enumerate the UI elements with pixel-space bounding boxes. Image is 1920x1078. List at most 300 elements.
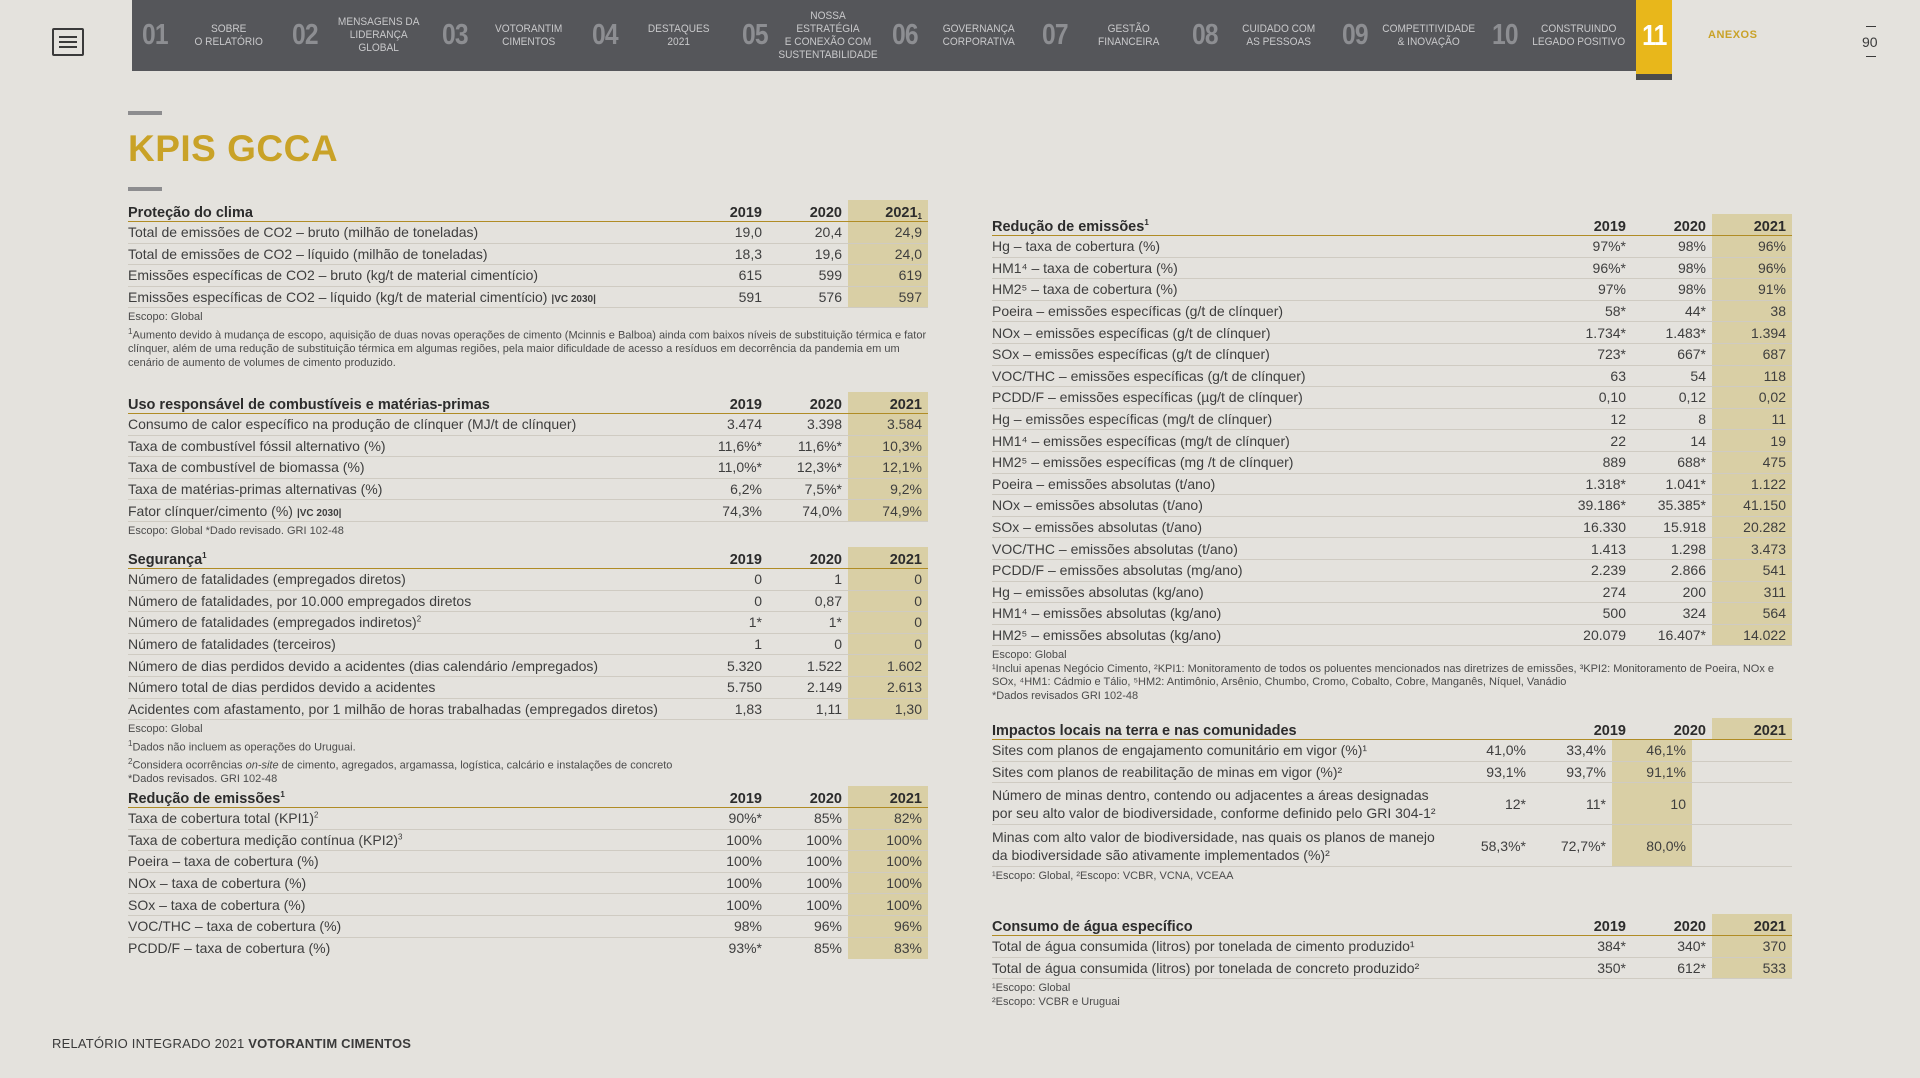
row-label-text: Número de fatalidades (terceiros) (128, 636, 336, 653)
row-label (128, 701, 688, 717)
cell-2020: 54 (1690, 367, 1706, 384)
table-heading (992, 919, 1552, 935)
column-header-2021 (1712, 914, 1792, 935)
cell-2021: 9,2% (848, 479, 928, 500)
cell-2020: 100% (806, 831, 842, 848)
nav-item-label-line: CUIDADO COM (1241, 22, 1315, 35)
footnote (992, 690, 1792, 704)
cell-2019: 93,1% (1486, 763, 1526, 780)
footnote (992, 663, 1792, 690)
row-label (128, 246, 688, 262)
nav-item-number: 05 (742, 19, 768, 51)
table-row (128, 457, 928, 479)
table-reducao-emissoes-2 (992, 214, 1792, 703)
table-row (128, 655, 928, 677)
cell-2019: 97%* (1592, 238, 1626, 255)
cell-2020: 3.398 (806, 416, 842, 433)
table-row (128, 938, 928, 960)
cell-2020: 100% (806, 853, 842, 870)
cell-2019: 74,3% (722, 502, 762, 519)
row-label-text: Poeira – emissões específicas (g/t de clínquer) (992, 303, 1284, 320)
row-label (128, 289, 688, 305)
cell-2021: 96% (1712, 258, 1792, 279)
column-header-2020 (1632, 914, 1712, 935)
cell-2019: 18,3 (734, 245, 762, 262)
row-label-text: Número de minas dentro, contendo ou adjacentes a áreas designadas por seu alto valor de biodiversidade, conforme definido pelo GRI 304-1² (992, 786, 1436, 821)
nav-item-number: 01 (142, 19, 168, 51)
row-label-text: HM1⁴ – emissões específicas (mg/t de clínquer) (992, 432, 1290, 449)
row-label (992, 764, 1452, 780)
table-heading-text: Segurança (128, 552, 203, 568)
cell-2021: 475 (1712, 452, 1792, 473)
row-label-text: Poeira – emissões absolutas (t/ano) (992, 475, 1216, 492)
row-label-text: HM2⁵ – emissões específicas (mg /t de clínquer) (992, 454, 1294, 471)
table-row (992, 538, 1792, 560)
footnote-text: ¹Escopo: Global, ²Escopo: VCBR, VCNA, VCEAA (992, 870, 1234, 883)
table-row (128, 436, 928, 458)
table-clima (128, 200, 928, 370)
table-row (128, 677, 928, 699)
cell-2019: 3.474 (726, 416, 762, 433)
table-row (992, 322, 1792, 344)
column-header-2021 (848, 547, 928, 568)
nav-item-label-line: GESTÃO (1107, 22, 1150, 35)
cell-2019: 90%* (728, 810, 762, 827)
cell-2019: 1.413 (1590, 540, 1626, 557)
footnote-text: ¹Escopo: Global (992, 982, 1071, 995)
row-label-text: Taxa de cobertura total (KPI1) (128, 810, 314, 827)
nav-item-02[interactable] (282, 0, 432, 71)
nav-item-label-line: AS PESSOAS (1245, 35, 1311, 48)
cell-2021: 370 (1712, 936, 1792, 957)
nav-item-active[interactable] (1636, 0, 1672, 78)
table-row (992, 301, 1792, 323)
table-notes (128, 723, 928, 786)
footnote (992, 996, 1792, 1010)
cell-2021: 1.122 (1712, 474, 1792, 495)
cell-2020: 85% (813, 810, 842, 827)
table-row (992, 958, 1792, 980)
row-label-text: Hg – emissões absolutas (kg/ano) (992, 583, 1204, 600)
footnote (992, 982, 1792, 996)
cell-2021: 1.394 (1712, 322, 1792, 343)
cell-2019: 97% (1597, 281, 1626, 298)
nav-item-08[interactable] (1182, 0, 1332, 71)
cell-2021: 74,9% (848, 500, 928, 521)
cell-2020: 688* (1677, 454, 1706, 471)
cell-2021: 80,0% (1612, 825, 1692, 866)
column-header-text: 2021 (1753, 723, 1786, 739)
cell-2020: 15.918 (1663, 519, 1706, 536)
cell-2021: 100% (848, 830, 928, 851)
table-row (128, 830, 928, 852)
cell-2020: 11,6%* (797, 437, 842, 454)
row-label (992, 584, 1552, 600)
row-label (128, 658, 688, 674)
table-row (128, 916, 928, 938)
table-heading-text: Consumo de água específico (992, 919, 1193, 935)
row-label-text: Taxa de cobertura medição contínua (KPI2) (128, 831, 399, 848)
cell-2021: 0 (848, 569, 928, 590)
table-row (992, 366, 1792, 388)
cell-2019: 2.239 (1590, 562, 1626, 579)
cell-2019: 58* (1604, 303, 1626, 320)
column-header-2019 (1552, 718, 1632, 739)
cell-2019: 1.318* (1585, 475, 1626, 492)
cell-2020: 7,5%* (804, 481, 842, 498)
cell-2021: 91% (1712, 279, 1792, 300)
row-label (128, 810, 688, 826)
row-label-text: Taxa de combustível de biomassa (%) (128, 459, 365, 476)
column-header-2020 (768, 786, 848, 807)
cell-2020: 14 (1690, 432, 1706, 449)
nav-item-label-line: LIDERANÇA GLOBAL (349, 29, 408, 54)
table-row (992, 236, 1792, 258)
nav-item-04[interactable] (582, 0, 732, 71)
column-header-text: 2020 (809, 552, 842, 568)
row-label-text: Sites com planos de reabilitação de minas em vigor (%)² (992, 763, 1343, 780)
cell-2021: 46,1% (1612, 740, 1692, 761)
cell-2021: 96% (848, 916, 928, 937)
cell-2020: 0,87 (814, 592, 842, 609)
row-label (992, 742, 1452, 758)
row-label (992, 368, 1552, 384)
column-header-2019 (688, 786, 768, 807)
cell-2020: 100% (806, 896, 842, 913)
column-header-text: 2021 (885, 205, 918, 221)
row-label (992, 303, 1552, 319)
nav-item-label (629, 23, 728, 49)
table-row (128, 479, 928, 501)
table-row (128, 591, 928, 613)
cell-2020: 340* (1677, 938, 1706, 955)
table-row (128, 634, 928, 656)
page-number: 90 (1862, 34, 1878, 50)
row-label (992, 562, 1552, 578)
table-row (992, 762, 1792, 784)
nav-item-number: 02 (292, 19, 318, 51)
cell-2020: 12,3%* (796, 459, 842, 476)
row-label-text: NOx – emissões absolutas (t/ano) (992, 497, 1203, 514)
nav-item-10[interactable] (1482, 0, 1632, 71)
table-notes (992, 870, 1792, 884)
footnote-text: on-site (245, 759, 279, 772)
table-impactos-locais (992, 718, 1792, 884)
cell-2019: 12 (1610, 411, 1626, 428)
nav-item-label-line: CORPORATIVA (942, 35, 1015, 48)
nav-item-label-line: DESTAQUES (647, 22, 710, 35)
row-label-text: HM2⁵ – emissões absolutas (kg/ano) (992, 626, 1222, 643)
cell-2020: 72,7%* (1560, 837, 1606, 854)
cell-2020: 33,4% (1566, 742, 1606, 759)
page-title: KPIS GCCA (128, 128, 339, 169)
cell-2019: 19,0 (734, 224, 762, 241)
table-heading: Redução de emissões$^1$ (992, 218, 1149, 235)
column-header-text: 2020 (1673, 219, 1706, 235)
table-row (992, 474, 1792, 496)
nav-item-label-line: & INOVAÇÃO (1397, 35, 1460, 48)
row-label (992, 389, 1552, 405)
footnote (128, 525, 928, 539)
row-label-text: PCDD/F – emissões específicas (µg/t de clínquer) (992, 389, 1303, 406)
table-row (992, 625, 1792, 647)
cell-2019: 12* (1504, 795, 1526, 812)
cell-2019: 96%* (1592, 259, 1626, 276)
top-navigation (132, 0, 1672, 71)
cell-2019: 1.734* (1585, 324, 1626, 341)
column-header-text: 2019 (729, 205, 762, 221)
cell-2020: 0 (834, 636, 842, 653)
table-row (992, 258, 1792, 280)
row-label (128, 416, 688, 432)
table-notes (992, 982, 1792, 1009)
table-row (128, 894, 928, 916)
table-row (992, 582, 1792, 604)
column-header-2021 (848, 786, 928, 807)
column-header-2020 (768, 392, 848, 413)
nav-item-number: 09 (1342, 19, 1368, 51)
table-row (992, 409, 1792, 431)
cell-2019: 5.320 (726, 657, 762, 674)
nav-item-09[interactable] (1332, 0, 1482, 71)
nav-item-label-line: SOBRE (210, 22, 247, 35)
cell-2019: 22 (1610, 432, 1626, 449)
table-row (128, 873, 928, 895)
nav-item-label-line: CIMENTOS (501, 35, 555, 48)
cell-2021: 0 (848, 612, 928, 633)
cell-2021: 100% (848, 894, 928, 915)
table-row (992, 279, 1792, 301)
footnote-text: *Dados revisados GRI 102-48 (992, 689, 1139, 702)
row-label-text: VOC/THC – emissões específicas (g/t de clínquer) (992, 367, 1306, 384)
row-label-text: Taxa de matérias-primas alternativas (%) (128, 481, 383, 498)
row-label (992, 325, 1552, 341)
row-label-text: Número total de dias perdidos devido a acidentes (128, 679, 436, 696)
cell-2021: 533 (1712, 958, 1792, 979)
column-header-2020 (1632, 718, 1712, 739)
row-label (992, 238, 1552, 254)
row-label (128, 897, 688, 913)
table-heading-text: Redução de emissões (128, 791, 281, 807)
column-header-text: 2021 (889, 397, 922, 413)
table-row (992, 430, 1792, 452)
table-combustiveis (128, 392, 928, 538)
cell-2020: 2.866 (1670, 562, 1706, 579)
nav-item-label-line: FINANCEIRA (1097, 35, 1159, 48)
cell-2019: 889 (1602, 454, 1626, 471)
row-label (992, 454, 1552, 470)
nav-item-number: 07 (1042, 19, 1068, 51)
nav-item-03[interactable] (432, 0, 582, 71)
nav-item-06[interactable] (882, 0, 1032, 71)
column-header-2021 (1712, 718, 1792, 739)
footnote-text: Escopo: Global *Dado revisado. GRI 102-48 (128, 524, 344, 537)
footnote-text: de cimento, agregados, argamassa, logística, calcário e instalações de concreto (278, 759, 673, 772)
cell-2019: 39.186* (1577, 497, 1626, 514)
row-label-text: Hg – emissões específicas (mg/t de clínquer) (992, 411, 1273, 428)
column-header-text: 2021 (889, 791, 922, 807)
footnote-text: Escopo: Global (128, 723, 203, 736)
cell-2021: 1.602 (848, 655, 928, 676)
row-label (992, 828, 1452, 864)
cell-2019: 350* (1597, 959, 1626, 976)
divider (1866, 56, 1876, 57)
cell-2021: 0 (848, 591, 928, 612)
cell-2020: 20,4 (814, 224, 842, 241)
cell-2021: 14.022 (1712, 625, 1792, 646)
column-header-text: 2020 (809, 205, 842, 221)
table-row (128, 414, 928, 436)
row-label-text: VOC/THC – taxa de cobertura (%) (128, 918, 342, 935)
nav-item-05[interactable] (732, 0, 882, 71)
row-label-text: SOx – emissões absolutas (t/ano) (992, 519, 1203, 536)
cell-2019: 100% (726, 853, 762, 870)
row-label-text: PCDD/F – emissões absolutas (mg/ano) (992, 562, 1243, 579)
nav-item-label-line: COMPETITIVIDADE (1381, 22, 1475, 35)
row-label (992, 605, 1552, 621)
cell-2020: 1.483* (1665, 324, 1706, 341)
cell-2019: 20.079 (1583, 626, 1626, 643)
footnote: $^2$Considera ocorrências on-site de cimento, agregados, argamassa, logística, calcário e instalações de concreto (128, 756, 673, 772)
row-label-text: Total de emissões de CO2 – líquido (milhão de toneladas) (128, 245, 488, 262)
cell-2019: 100% (726, 875, 762, 892)
row-label (992, 786, 1452, 822)
row-label (128, 459, 688, 475)
table-header (128, 392, 928, 414)
cell-2019: 0 (754, 592, 762, 609)
row-label (128, 853, 688, 869)
cell-2021: 10 (1612, 783, 1692, 824)
cell-2021: 3.584 (848, 414, 928, 435)
nav-item-anexos[interactable]: ANEXOS (1708, 29, 1758, 41)
cell-2020: 44* (1684, 303, 1706, 320)
nav-item-label-line: O RELATÓRIO (194, 35, 263, 48)
footer (52, 1036, 411, 1051)
cell-2021: 100% (848, 873, 928, 894)
footnote-text: ¹Inclui apenas Negócio Cimento, ²KPI1: Monitoramento de todos os poluentes mencionados nas diretrizes de emissões, ³KPI2: Monitoramento de Poeira, NOx e SOx, ⁴HM1: Cádmio e Tálio, ⁵HM2: Antimônio, Arsênio, Chumbo, Cromo, Cobalto, Cobre, Manganês, Níquel, Vanádio (992, 662, 1775, 689)
cell-2020: 8 (1698, 411, 1706, 428)
cell-2021: 19 (1712, 430, 1792, 451)
column-header-2020 (768, 547, 848, 568)
nav-item-07[interactable] (1032, 0, 1182, 71)
cell-2020: 98% (1677, 238, 1706, 255)
row-label-text: Taxa de combustível fóssil alternativo (%) (128, 437, 386, 454)
cell-2019: 63 (1610, 367, 1626, 384)
table-header (128, 547, 928, 569)
column-header-2019 (1552, 214, 1632, 235)
table-heading (992, 723, 1552, 739)
row-label-text: Fator clínquer/cimento (%) (128, 502, 293, 519)
column-header-text: 2020 (1673, 723, 1706, 739)
divider (1866, 26, 1876, 27)
table-header (992, 718, 1792, 740)
table-row (128, 500, 928, 522)
table-heading: Segurança$^1$ (128, 551, 207, 568)
table-row (992, 740, 1792, 762)
cell-2019: 384* (1597, 938, 1626, 955)
row-label (128, 593, 688, 609)
table-row (128, 612, 928, 634)
cell-2019: 58,3%* (1480, 837, 1526, 854)
row-label-text: HM2⁵ – taxa de cobertura (%) (992, 281, 1178, 298)
table-row (992, 387, 1792, 409)
cell-2019: 0 (754, 571, 762, 588)
nav-item-01[interactable] (132, 0, 282, 71)
nav-item-label-line: NOSSA ESTRATÉGIA (796, 9, 860, 35)
table-consumo-agua (992, 914, 1792, 1009)
cell-2019: 41,0% (1486, 742, 1526, 759)
cell-2021: 3.473 (1712, 538, 1792, 559)
footnote-text: Escopo: Global (128, 311, 203, 324)
row-label (992, 346, 1552, 362)
cell-2021: 11 (1712, 409, 1792, 430)
cell-2020: 1.522 (806, 657, 842, 674)
table-heading-text: Impactos locais na terra e nas comunidades (992, 723, 1297, 739)
table-header (128, 786, 928, 808)
table-header (992, 214, 1792, 236)
table-heading (128, 205, 688, 221)
nav-item-label (929, 23, 1028, 49)
column-header-text: 2020 (1673, 919, 1706, 935)
nav-item-label (778, 10, 877, 62)
row-label (128, 875, 688, 891)
row-label (992, 497, 1552, 513)
column-header-text: 2019 (1593, 219, 1626, 235)
row-label (992, 960, 1552, 976)
footnote (128, 723, 928, 737)
footnote-marker: 3 (398, 832, 403, 842)
row-label-text: Número de fatalidades (empregados diretos) (128, 571, 406, 588)
cell-2020: 98% (1677, 259, 1706, 276)
table-row (128, 222, 928, 244)
row-label-text: NOx – emissões específicas (g/t de clínquer) (992, 324, 1271, 341)
nav-item-label-line: SUSTENTABILIDADE (778, 48, 878, 61)
footnote (128, 311, 928, 325)
table-row (992, 603, 1792, 625)
table-heading-text: Redução de emissões (992, 219, 1145, 235)
row-label-text: Número de dias perdidos devido a acidentes (dias calendário /empregados) (128, 657, 599, 674)
nav-item-label-line: 2021 (667, 35, 690, 48)
row-label-text: Total de emissões de CO2 – bruto (milhão de toneladas) (128, 224, 479, 241)
cell-2020: 2.149 (806, 679, 842, 696)
column-header-text: 2019 (729, 791, 762, 807)
row-label (128, 940, 688, 956)
cell-2020: 1 (834, 571, 842, 588)
cell-2020: 667* (1677, 346, 1706, 363)
cell-2020: 74,0% (802, 502, 842, 519)
row-label-text: Número de fatalidades, por 10.000 empregados diretos (128, 592, 472, 609)
nav-item-number: 06 (892, 19, 918, 51)
column-header-2019 (1552, 914, 1632, 935)
cell-2021: 20.282 (1712, 517, 1792, 538)
cell-2020: 1* (828, 614, 842, 631)
table-notes (128, 311, 928, 370)
row-label (128, 224, 688, 240)
cell-2020: 576 (818, 289, 842, 306)
cell-2021: 619 (848, 265, 928, 286)
cell-2021: 41.150 (1712, 495, 1792, 516)
footnote-text: *Dados revisados. GRI 102-48 (128, 772, 278, 785)
cell-2021: 687 (1712, 344, 1792, 365)
table-row (992, 517, 1792, 539)
title-rule (128, 111, 162, 115)
cell-2020: 200 (1682, 583, 1706, 600)
cell-2021: 38 (1712, 301, 1792, 322)
row-label (992, 627, 1552, 643)
cell-2019: 1,83 (734, 700, 762, 717)
menu-icon[interactable] (52, 28, 84, 56)
row-label-text: Sites com planos de engajamento comunitário em vigor (%)¹ (992, 742, 1368, 759)
